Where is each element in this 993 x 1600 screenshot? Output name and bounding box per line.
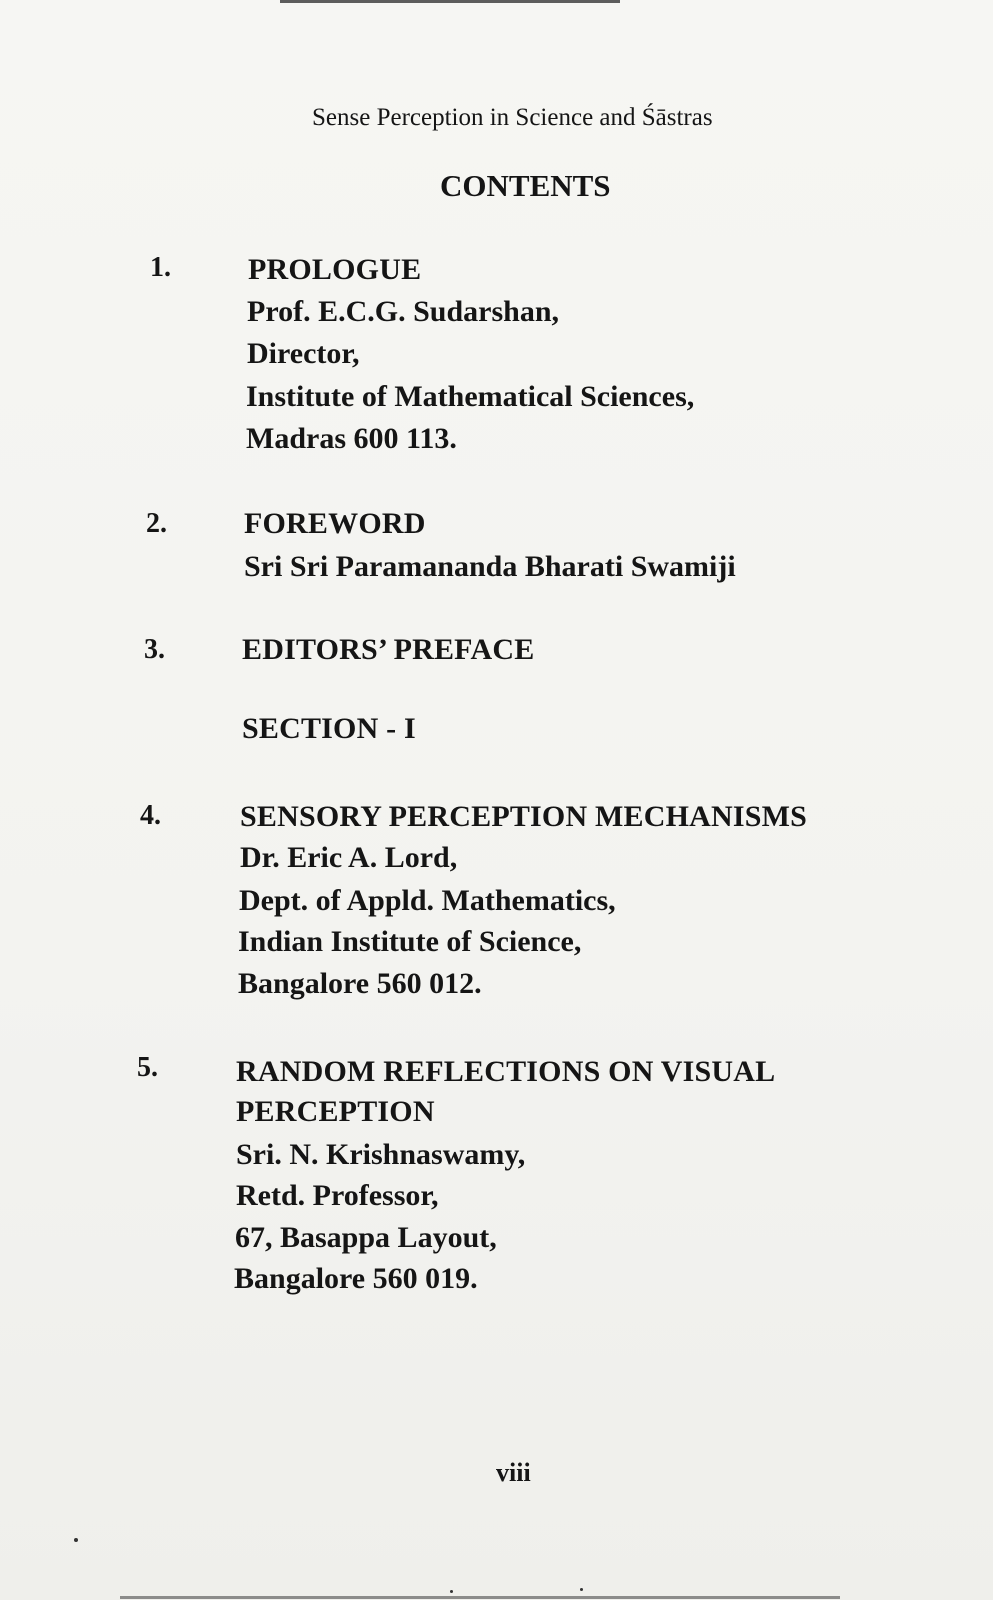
entry-author-line: 67, Basappa Layout, xyxy=(235,1221,497,1254)
entry-author-line: Retd. Professor, xyxy=(236,1179,439,1212)
entry-title: SENSORY PERCEPTION MECHANISMS xyxy=(240,800,808,833)
print-speck xyxy=(450,1590,453,1593)
entry-author-line: Prof. E.C.G. Sudarshan, xyxy=(247,295,560,328)
entry-title: FOREWORD xyxy=(244,507,426,540)
entry-author-line: Indian Institute of Science, xyxy=(238,925,582,958)
contents-title: CONTENTS xyxy=(440,168,611,203)
entry-author-line: Madras 600 113. xyxy=(246,422,457,455)
page-bottom-edge xyxy=(120,1596,840,1599)
entry-title: EDITORS’ PREFACE xyxy=(242,633,535,666)
running-head: Sense Perception in Science and Śāstras xyxy=(312,104,713,131)
entry-title: RANDOM REFLECTIONS ON VISUAL xyxy=(236,1055,776,1088)
entry-author-line: Institute of Mathematical Sciences, xyxy=(246,380,695,413)
print-speck xyxy=(580,1588,583,1591)
entry-author-line: Director, xyxy=(247,337,360,370)
page-top-edge xyxy=(280,0,620,3)
entry-title-continued: PERCEPTION xyxy=(236,1095,435,1128)
print-speck xyxy=(74,1538,78,1542)
entry-author-line: Bangalore 560 019. xyxy=(234,1262,478,1295)
entry-author-line: Dr. Eric A. Lord, xyxy=(240,841,458,874)
entry-number: 4. xyxy=(140,800,161,831)
entry-number: 5. xyxy=(137,1052,158,1083)
section-heading: SECTION - I xyxy=(242,712,416,745)
entry-number: 3. xyxy=(144,634,165,665)
entry-number: 1. xyxy=(150,252,171,283)
entry-author-line: Sri. N. Krishnaswamy, xyxy=(236,1138,526,1171)
entry-title: PROLOGUE xyxy=(248,253,422,286)
page-number: viii xyxy=(496,1458,531,1487)
entry-author-line: Sri Sri Paramananda Bharati Swamiji xyxy=(244,550,736,583)
entry-number: 2. xyxy=(146,508,167,539)
entry-author-line: Bangalore 560 012. xyxy=(238,967,482,1000)
entry-author-line: Dept. of Appld. Mathematics, xyxy=(239,884,616,917)
